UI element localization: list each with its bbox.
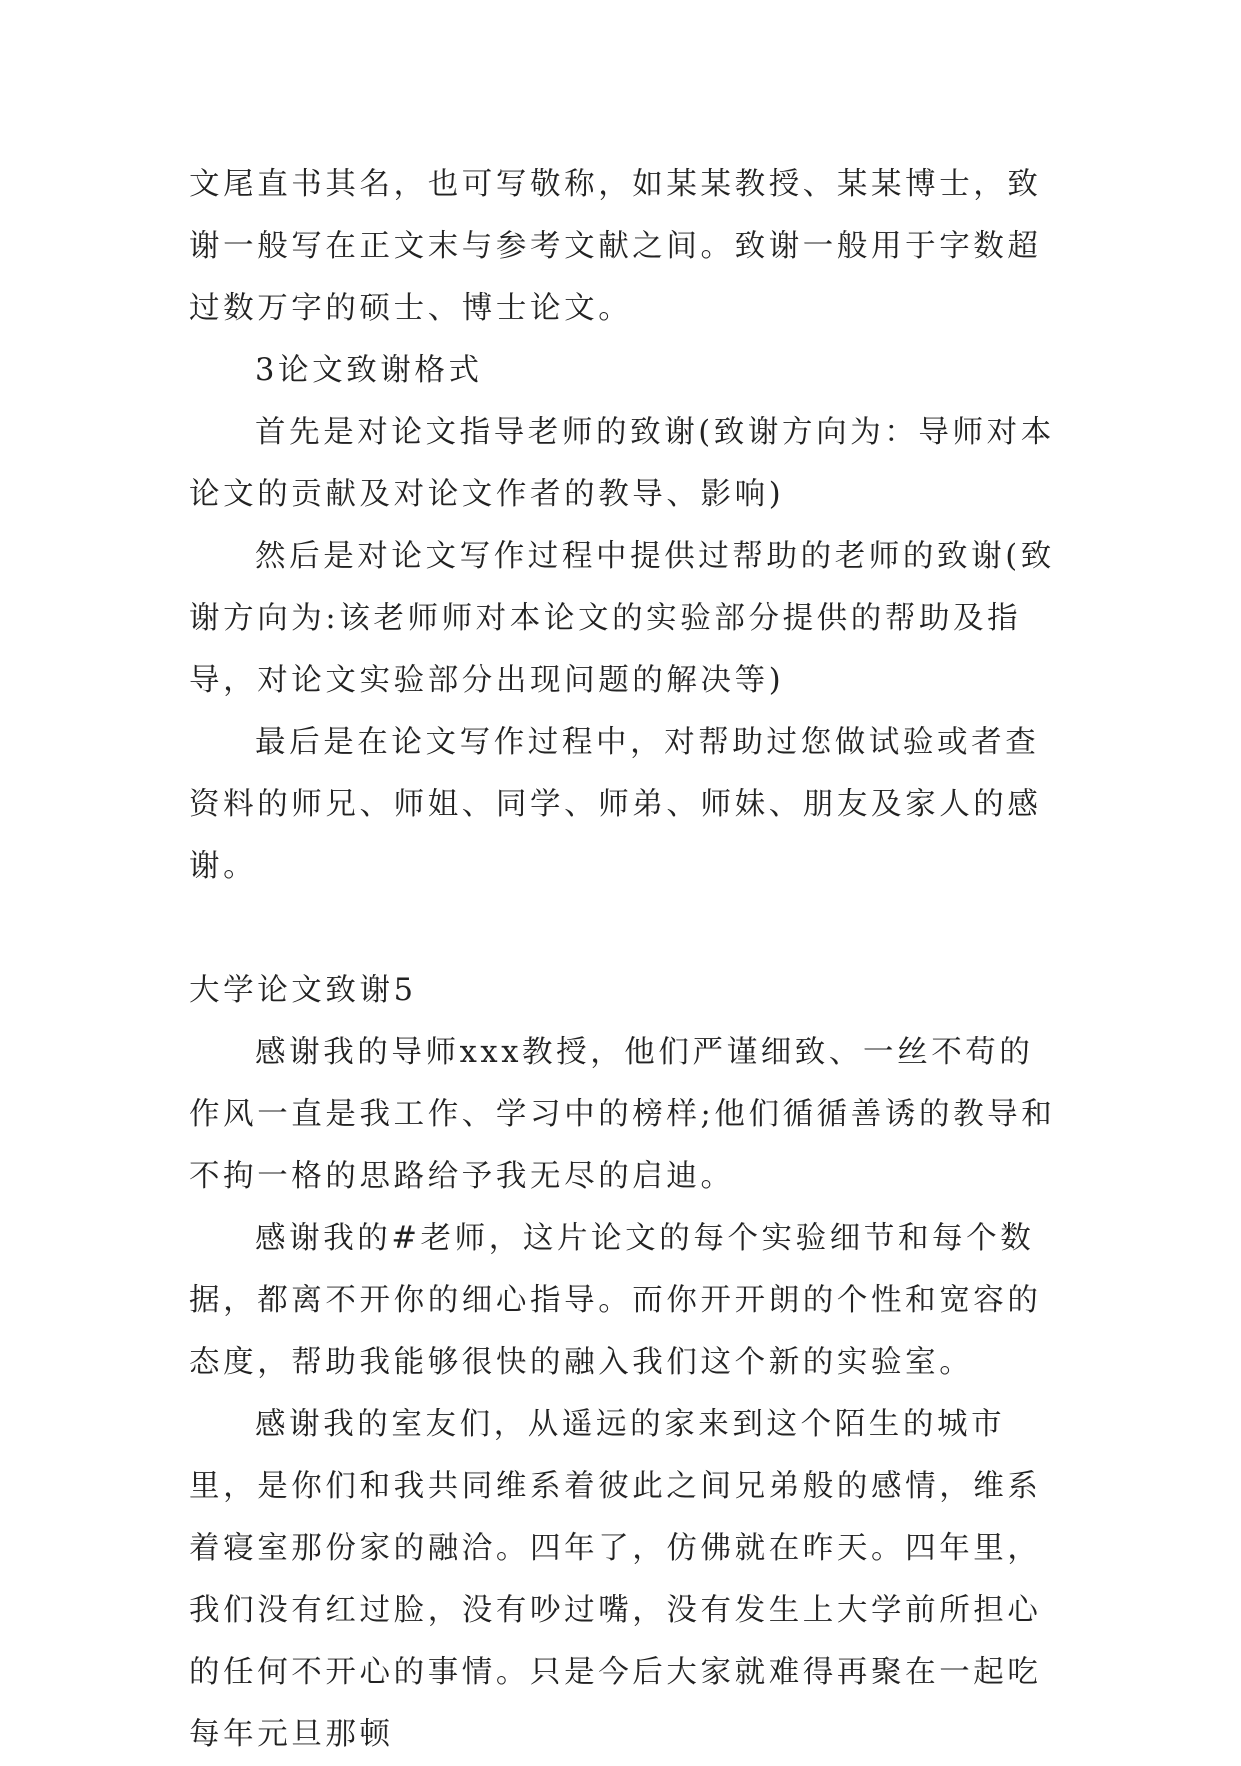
paragraph-spacer bbox=[189, 898, 1059, 960]
document-body bbox=[189, 154, 1059, 1766]
paragraph-teacher-thanks: 然后是对论文写作过程中提供过帮助的老师的致谢(致谢方向为:该老师师对本论文的实验部分提供的帮助及指导，对论文实验部分出现问题的解决等) bbox=[189, 539, 1055, 698]
paragraph-others-thanks: 最后是在论文写作过程中，对帮助过您做试验或者查资料的师兄、师姐、同学、师弟、师妹、朋友及家人的感谢。 bbox=[189, 725, 1042, 884]
paragraph-thanks-roommates: 感谢我的室友们，从遥远的家来到这个陌生的城市里，是你们和我共同维系着彼此之间兄弟般的感情，维系着寝室那份家的融洽。四年了，仿佛就在昨天。四年里，我们没有红过脸，没有吵过嘴，没有发生上大学前所担心的任何不开心的事情。只是今后大家就难得再聚在一起吃每年元旦那顿 bbox=[189, 1407, 1042, 1752]
paragraph-thanks-teacher: 感谢我的#老师，这片论文的每个实验细节和每个数据，都离不开你的细心指导。而你开开朗的个性和宽容的态度，帮助我能够很快的融入我们这个新的实验室。 bbox=[189, 1221, 1042, 1380]
section-heading-format: 3论文致谢格式 bbox=[255, 353, 483, 388]
paragraph-thanks-advisor: 感谢我的导师xxx教授，他们严谨细致、一丝不苟的作风一直是我工作、学习中的榜样;他们循循善诱的教导和不拘一格的思路给予我无尽的启迪。 bbox=[189, 1035, 1056, 1194]
section-title: 大学论文致谢5 bbox=[189, 973, 417, 1008]
paragraph-continuation: 文尾直书其名，也可写敬称，如某某教授、某某博士，致谢一般写在正文末与参考文献之间。致谢一般用于字数超过数万字的硕士、博士论文。 bbox=[189, 167, 1042, 326]
paragraph-advisor-thanks: 首先是对论文指导老师的致谢(致谢方向为：导师对本论文的贡献及对论文作者的教导、影响) bbox=[189, 415, 1055, 512]
